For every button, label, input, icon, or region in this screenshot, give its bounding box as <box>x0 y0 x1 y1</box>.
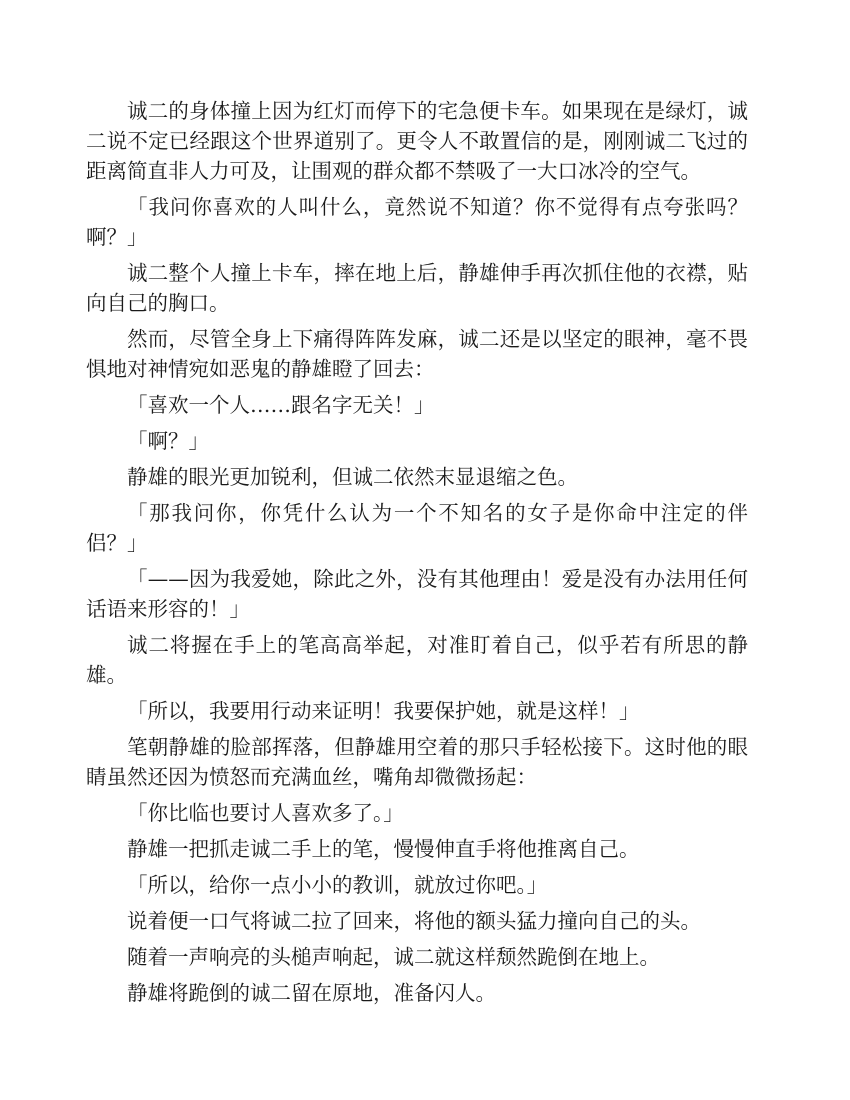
paragraph: 「啊？」 <box>127 429 209 453</box>
paragraph: 诚二整个人撞上卡车，摔在地上后，静雄伸手再次抓住他的衣襟，贴向自己的胸口。 <box>86 261 748 315</box>
paragraph: 诚二将握在手上的笔高高举起，对准盯着自己，似乎若有所思的静雄。 <box>86 633 748 687</box>
paragraph: 「所以，给你一点小小的教训，就放过你吧。」 <box>127 873 548 897</box>
paragraph: 「那我问你，你凭什么认为一个不知名的女子是你命中注定的伴侣？」 <box>86 501 748 555</box>
document-page <box>86 96 748 1014</box>
paragraph: 说着便一口气将诚二拉了回来，将他的额头猛力撞向自己的头。 <box>127 909 701 933</box>
paragraph: 「我问你喜欢的人叫什么，竟然说不知道？你不觉得有点夸张吗？啊？」 <box>86 195 748 249</box>
paragraph: 「喜欢一个人……跟名字无关！」 <box>127 393 435 417</box>
paragraph: 随着一声响亮的头槌声响起，诚二就这样颓然跪倒在地上。 <box>127 945 660 969</box>
paragraph: 静雄一把抓走诚二手上的笔，慢慢伸直手将他推离自己。 <box>127 837 640 861</box>
paragraph: 「所以，我要用行动来证明！我要保护她，就是这样！」 <box>127 699 640 723</box>
paragraph: 「你比临也要讨人喜欢多了。」 <box>127 801 404 825</box>
paragraph: 静雄将跪倒的诚二留在原地，准备闪人。 <box>127 981 496 1005</box>
paragraph: 诚二的身体撞上因为红灯而停下的宅急便卡车。如果现在是绿灯，诚二说不定已经跟这个世界道别了。更令人不敢置信的是，刚刚诚二飞过的距离简直非人力可及，让围观的群众都不禁吸了一大口冰冷的空气。 <box>86 99 748 183</box>
paragraph: 然而，尽管全身上下痛得阵阵发麻，诚二还是以坚定的眼神，毫不畏惧地对神情宛如恶鬼的静雄瞪了回去： <box>86 327 748 381</box>
paragraph: 「——因为我爱她，除此之外，没有其他理由！爱是没有办法用任何话语来形容的！」 <box>86 567 748 621</box>
paragraph: 笔朝静雄的脸部挥落，但静雄用空着的那只手轻松接下。这时他的眼睛虽然还因为愤怒而充满血丝，嘴角却微微扬起： <box>86 735 748 789</box>
paragraph: 静雄的眼光更加锐利，但诚二依然末显退缩之色。 <box>127 465 578 489</box>
